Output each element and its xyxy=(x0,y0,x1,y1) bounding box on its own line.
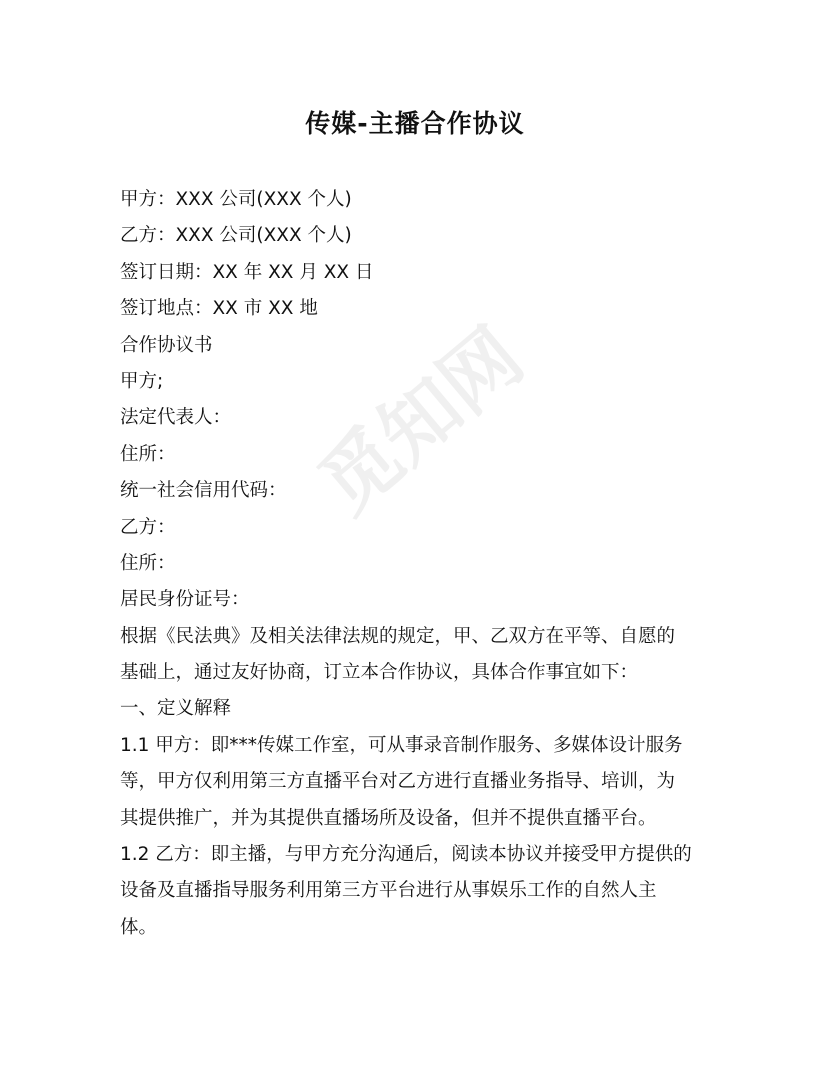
id-number-label: 居民身份证号： xyxy=(120,589,250,611)
clause-1-2-line-2: 设备及直播指导服务利用第三方平台进行从事娱乐工作的自然人主 xyxy=(120,880,657,902)
preamble-line-2: 基础上，通过友好协商，订立本合作协议，具体合作事宜如下： xyxy=(120,662,639,684)
party-b-label: 乙方： xyxy=(120,516,176,538)
clause-1-2-line-1: 1.2 乙方：即主播，与甲方充分沟通后，阅读本协议并接受甲方提供的 xyxy=(120,844,692,866)
party-a-line: 甲方：XXX 公司(XXX 个人) xyxy=(120,189,352,210)
party-b-line: 乙方：XXX 公司(XXX 个人) xyxy=(120,225,352,247)
credit-code-label: 统一社会信用代码： xyxy=(120,480,287,502)
watermark: 觅知网 xyxy=(302,311,541,532)
section-heading-definitions: 一、定义解释 xyxy=(120,698,232,720)
legal-representative-label: 法定代表人： xyxy=(120,407,232,429)
signing-date-line: 签订日期：XX 年 XX 月 XX 日 xyxy=(120,261,374,283)
document-body xyxy=(120,182,730,946)
document-title: 传媒-主播合作协议 xyxy=(305,109,525,138)
party-b-address-label: 住所： xyxy=(120,552,176,574)
party-a-label: 甲方; xyxy=(120,370,164,392)
party-a-address-label: 住所： xyxy=(120,443,176,465)
clause-1-1-line-2: 等，甲方仅利用第三方直播平台对乙方进行直播业务指导、培训，为 xyxy=(120,771,676,793)
signing-location-line: 签订地点：XX 市 XX 地 xyxy=(120,298,318,320)
clause-1-1-line-3: 其提供推广，并为其提供直播场所及设备，但并不提供直播平台。 xyxy=(120,807,657,829)
clause-1-1-line-1: 1.1 甲方：即***传媒工作室，可从事录音制作服务、多媒体设计服务 xyxy=(120,734,683,756)
clause-1-2-line-3: 体。 xyxy=(120,916,158,938)
preamble-line-1: 根据《民法典》及相关法律法规的规定，甲、乙双方在平等、自愿的 xyxy=(120,625,676,647)
agreement-heading: 合作协议书 xyxy=(120,334,213,356)
